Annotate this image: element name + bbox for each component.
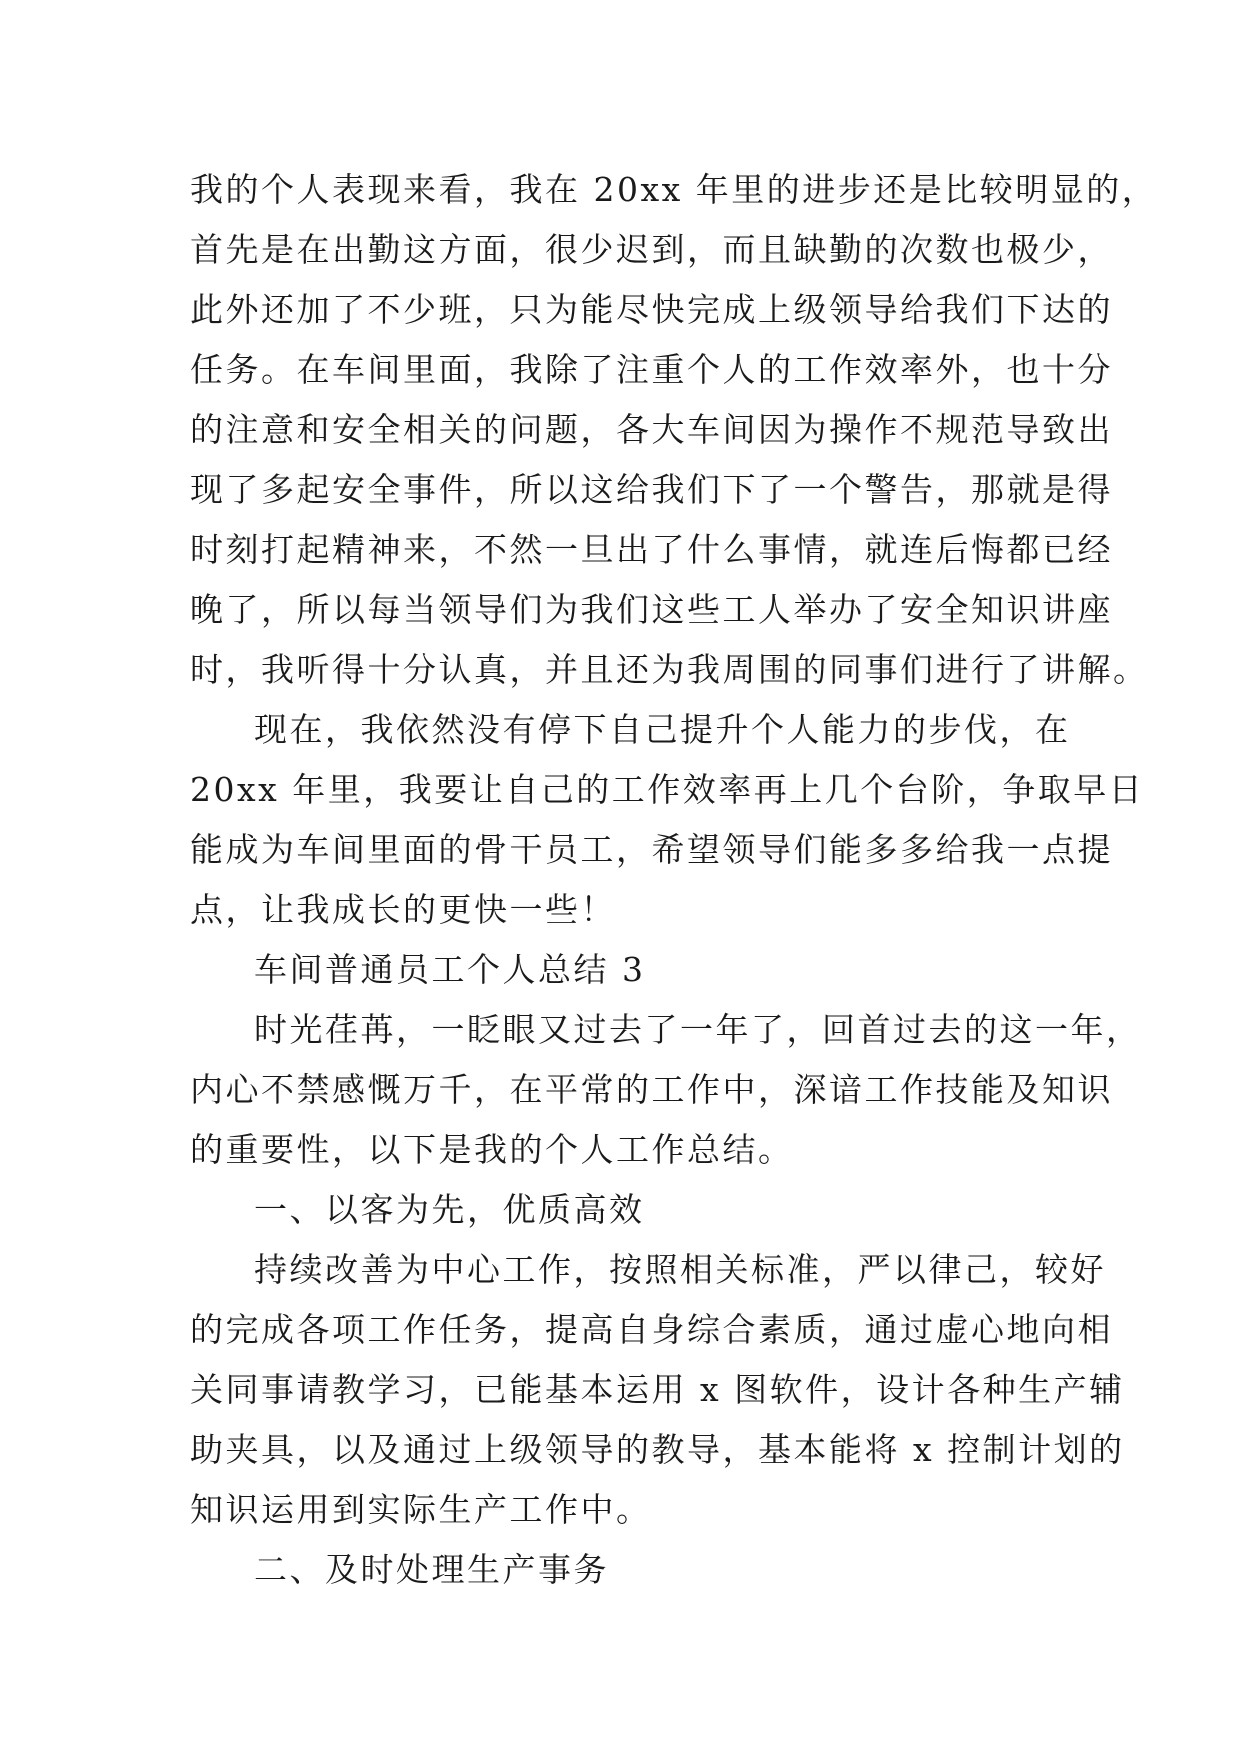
- text-line: 晚了，所以每当领导们为我们这些工人举办了安全知识讲座: [190, 590, 1113, 629]
- text-line: 首先是在出勤这方面，很少迟到，而且缺勤的次数也极少，: [190, 230, 1113, 269]
- text-line: 内心不禁感慨万千，在平常的工作中，深谙工作技能及知识: [190, 1070, 1113, 1109]
- text-line: 持续改善为中心工作，按照相关标准，严以律己，较好: [254, 1250, 1106, 1289]
- text-line: 现了多起安全事件，所以这给我们下了一个警告，那就是得: [190, 470, 1113, 509]
- text-line: 时光荏苒，一眨眼又过去了一年了，回首过去的这一年，: [254, 1010, 1142, 1049]
- text-line: 知识运用到实际生产工作中。: [190, 1490, 652, 1529]
- text-line: 点，让我成长的更快一些！: [190, 890, 616, 929]
- text-line: 二、及时处理生产事务: [254, 1550, 609, 1589]
- text-line: 的注意和安全相关的问题，各大车间因为操作不规范导致出: [190, 410, 1113, 449]
- text-line: 时，我听得十分认真，并且还为我周围的同事们进行了讲解。: [190, 650, 1149, 689]
- text-line: 的完成各项工作任务，提高自身综合素质，通过虚心地向相: [190, 1310, 1113, 1349]
- text-line: 关同事请教学习，已能基本运用 x 图软件，设计各种生产辅: [190, 1370, 1125, 1409]
- text-line: 的重要性，以下是我的个人工作总结。: [190, 1130, 794, 1169]
- text-line: 一、以客为先，优质高效: [254, 1190, 645, 1229]
- text-line: 20xx 年里，我要让自己的工作效率再上几个台阶，争取早日: [190, 770, 1145, 809]
- text-line: 任务。在车间里面，我除了注重个人的工作效率外，也十分: [190, 350, 1113, 389]
- document-body: [190, 160, 1158, 1600]
- text-line: 时刻打起精神来，不然一旦出了什么事情，就连后悔都已经: [190, 530, 1113, 569]
- text-line: 能成为车间里面的骨干员工，希望领导们能多多给我一点提: [190, 830, 1113, 869]
- text-line: 此外还加了不少班，只为能尽快完成上级领导给我们下达的: [190, 290, 1113, 329]
- text-line: 助夹具，以及通过上级领导的教导，基本能将 x 控制计划的: [190, 1430, 1125, 1469]
- text-line: 车间普通员工个人总结 3: [254, 950, 646, 989]
- text-line: 现在，我依然没有停下自己提升个人能力的步伐，在: [254, 710, 1071, 749]
- text-line: 我的个人表现来看，我在 20xx 年里的进步还是比较明显的，: [190, 170, 1158, 209]
